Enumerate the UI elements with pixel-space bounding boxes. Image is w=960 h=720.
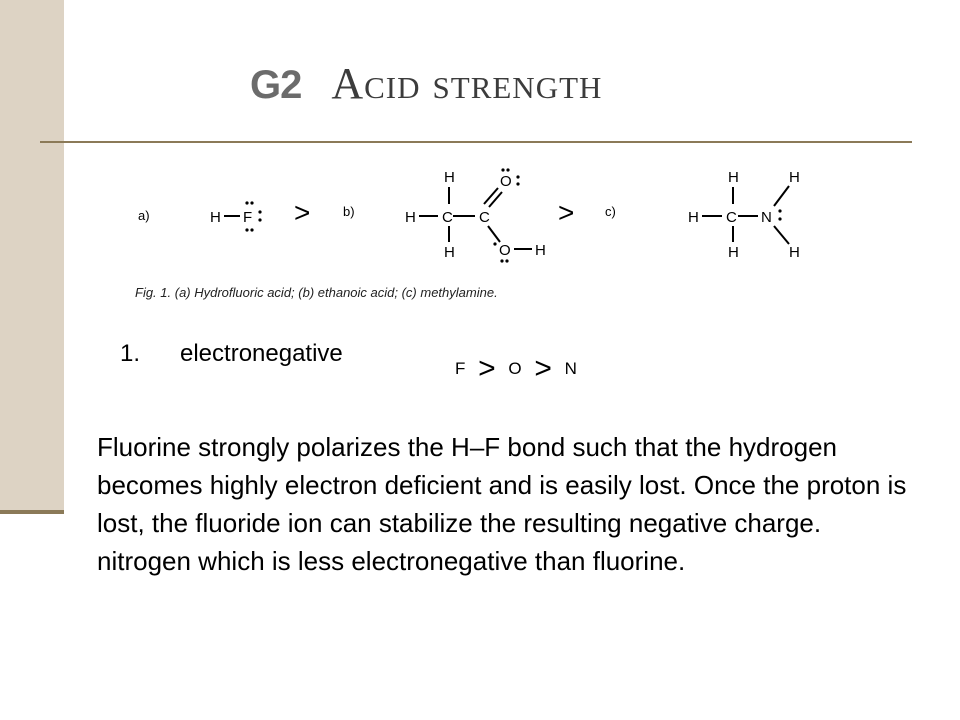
svg-text:H: H — [405, 209, 416, 226]
series-separator-2: > — [534, 352, 552, 385]
slide-title — [250, 58, 602, 108]
body-paragraph: Fluorine strongly polarizes the H–F bond such that the hydrogen becomes highly electron deficient and is easily lost. Once the proton is lost, the fluoride ion can stabilize the resulting negative charge. nitrogen which is less electronegative than fluorine. — [97, 432, 907, 576]
svg-text:C: C — [442, 209, 453, 226]
slide-title-text: Acid strength — [331, 59, 603, 108]
sidebar-band — [0, 0, 64, 512]
series-separator-1: > — [478, 352, 496, 385]
figure-label-a: a) — [138, 208, 150, 223]
methylamine-structure — [688, 169, 800, 261]
svg-text:H: H — [789, 169, 800, 186]
svg-text:H: H — [728, 244, 739, 261]
svg-text:H: H — [444, 169, 455, 186]
list-number: 1. — [120, 340, 141, 367]
svg-text:H: H — [789, 244, 800, 261]
list-item-1 — [120, 340, 343, 368]
figure-label-c: c) — [605, 204, 616, 219]
sidebar-rule — [0, 510, 64, 514]
figure-label-b: b) — [343, 204, 355, 219]
gt-symbol-2: > — [558, 197, 575, 228]
hydrofluoric-acid-structure — [210, 201, 262, 231]
svg-text:O: O — [500, 173, 512, 190]
figure-caption: Fig. 1. (a) Hydrofluoric acid; (b) ethanoic acid; (c) methylamine. — [135, 285, 498, 300]
svg-text:H: H — [688, 209, 699, 226]
svg-text:F: F — [243, 209, 253, 226]
gt-symbol-1: > — [294, 197, 311, 228]
series-item-f: F — [455, 359, 466, 378]
svg-text:C: C — [726, 209, 737, 226]
series-item-n: N — [564, 359, 577, 378]
ethanoic-acid-structure — [405, 168, 546, 262]
svg-text:H: H — [535, 242, 546, 259]
svg-text:N: N — [761, 209, 772, 226]
title-divider — [40, 141, 912, 143]
series-item-o: O — [508, 359, 522, 378]
slide-code: G2 — [250, 63, 302, 107]
electronegativity-series — [455, 352, 577, 386]
svg-text:O: O — [499, 242, 511, 259]
svg-text:H: H — [444, 244, 455, 261]
svg-text:H: H — [728, 169, 739, 186]
list-text: electronegative — [180, 340, 343, 367]
svg-text:C: C — [479, 209, 490, 226]
svg-text:H: H — [210, 209, 221, 226]
